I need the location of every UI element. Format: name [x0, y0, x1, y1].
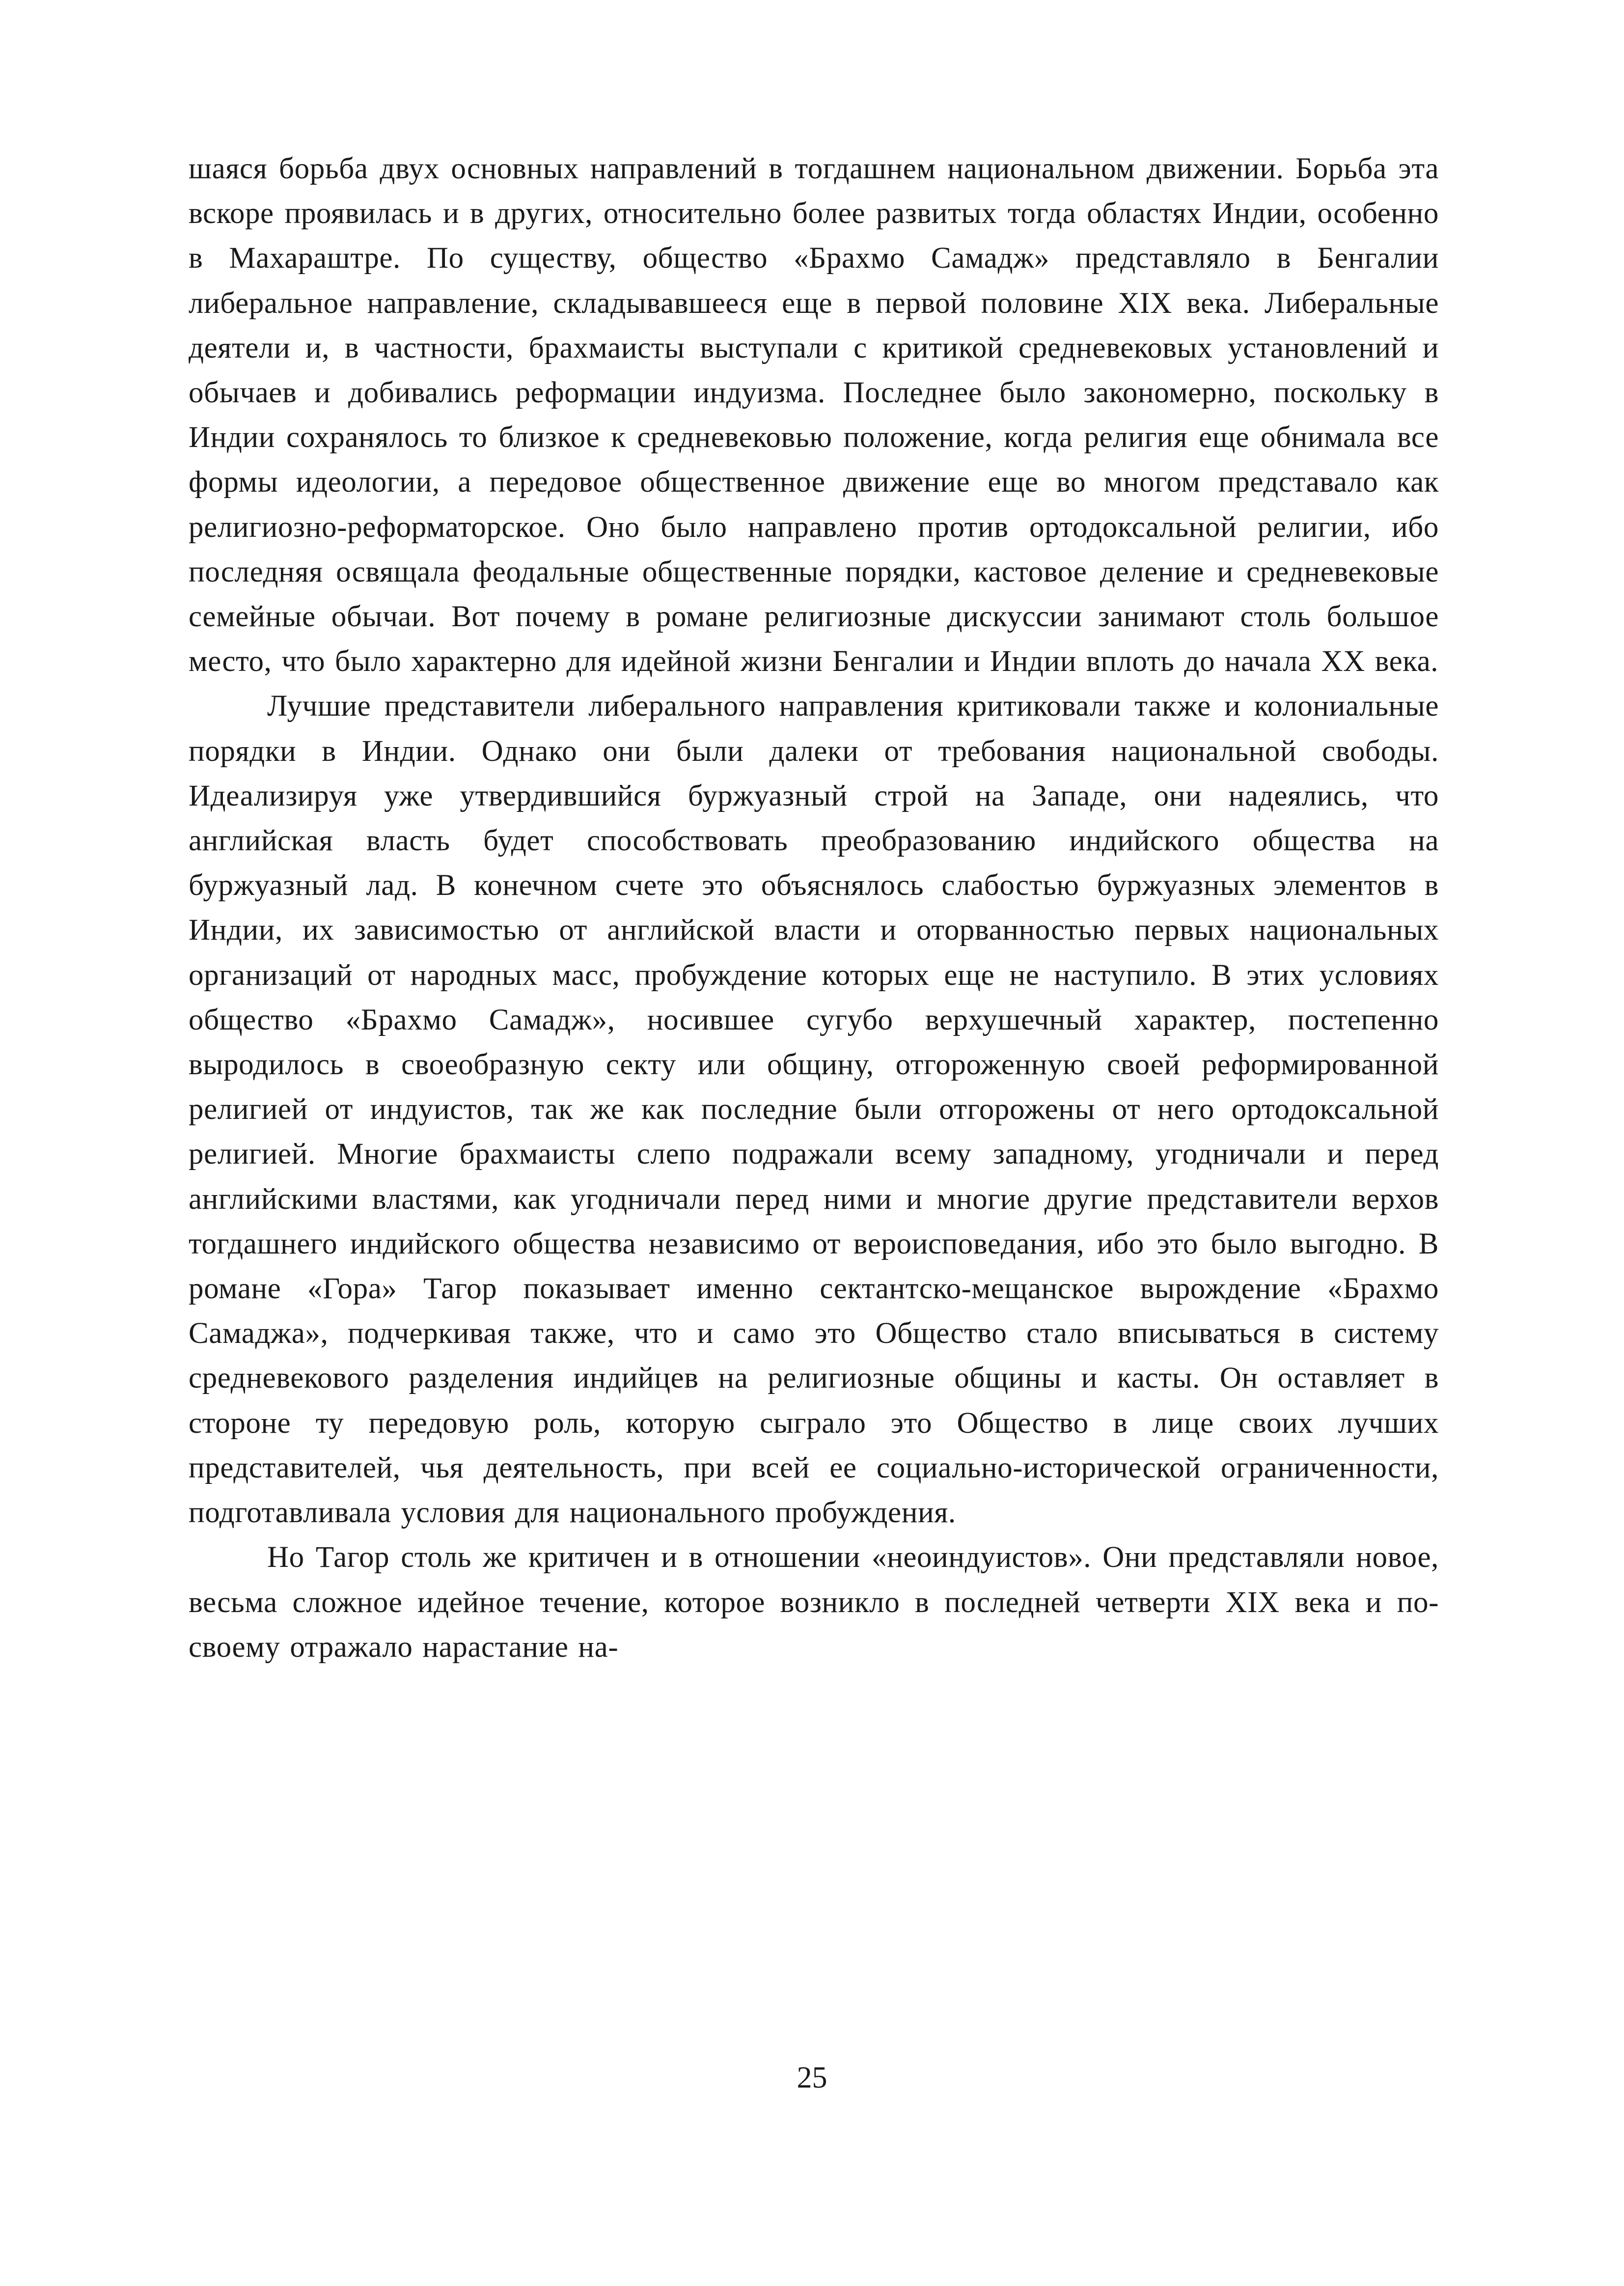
page-body [189, 146, 1439, 2209]
paragraph-liberal-critique: Лучшие представители либерального направления критиковали также и колониальные порядки в Индии. Однако они были далеки от требования национальной свободы. Идеализируя уже утвердившийся буржуазный строй на Западе, они надеялись, что английская власть будет способствовать преобразованию индийского общества на буржуазный лад. В конечном счете это объяснялось слабостью буржуазных элементов в Индии, их зависимостью от английской власти и оторванностью первых национальных организаций от народных масс, пробуждение которых еще не наступило. В этих условиях общество «Брахмо Самадж», носившее сугубо верхушечный характер, постепенно выродилось в своеобразную секту или общину, отгороженную своей реформированной религией от индуистов, так же как последние были отгорожены от него ортодоксальной религией. Многие брахмаисты слепо подражали всему западному, угодничали и перед английскими властями, как угодничали перед ними и многие другие представители верхов тогдашнего индийского общества независимо от вероисповедания, ибо это было выгодно. В романе «Гора» Тагор показывает именно сектантско-мещанское вырождение «Брахмо Самаджа», подчеркивая также, что и само это Общество стало вписываться в систему средневекового разделения индийцев на религиозные общины и касты. Он оставляет в стороне ту передовую роль, которую сыграло это Общество в лице своих лучших представителей, чья деятельность, при всей ее социально-исторической ограниченности, подготавливала условия для национального пробуждения. [189, 690, 1439, 1530]
page-number: 25 [797, 2061, 827, 2094]
paragraph-continuation: шаяся борьба двух основных направлений в тогдашнем национальном движении. Борьба эта вскоре проявилась и в других, относительно более развитых тогда областях Индии, особенно в Махараштре. По существу, общество «Брахмо Самадж» представляло в Бенгалии либеральное направление, складывавшееся еще в первой половине XIX века. Либеральные деятели и, в частности, брахмаисты выступали с критикой средневековых установлений и обычаев и добивались реформации индуизма. Последнее было закономерно, поскольку в Индии сохранялось то близкое к средневековью положение, когда религия еще обнимала все формы идеологии, а передовое общественное движение еще во многом представало как религиозно-реформаторское. Оно было направлено против ортодоксальной религии, ибо последняя освящала феодальные общественные порядки, кастовое деление и средневековые семейные обычаи. Вот почему в романе религиозные дискуссии занимают столь большое место, что было характерно для идейной жизни Бенгалии и Индии вплоть до начала XX века. [189, 152, 1439, 678]
paragraph-neo-hindus: Но Тагор столь же критичен и в отношении «неоиндуистов». Они представляли новое, весьма сложное идейное течение, которое возникло в последней четверти XIX века и по-своему отражало нарастание на- [189, 1541, 1439, 1664]
